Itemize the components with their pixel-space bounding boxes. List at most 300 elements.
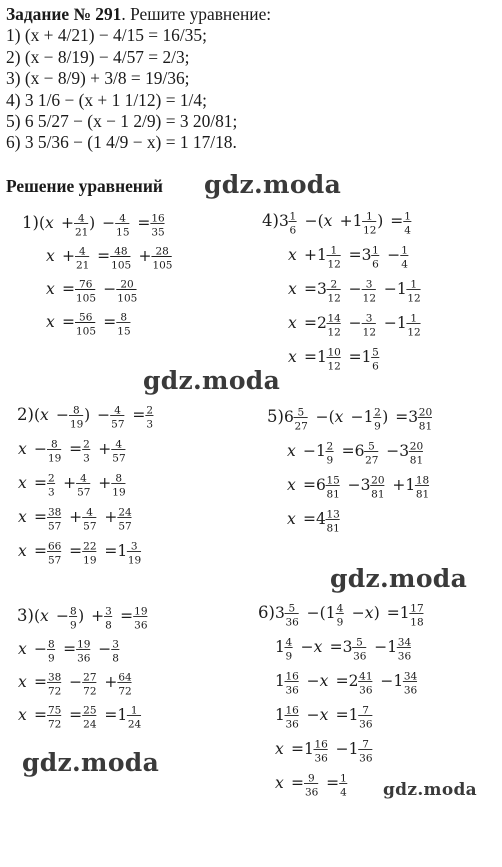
fraction-denominator: 12: [363, 224, 377, 237]
variable-x: x: [287, 476, 296, 494]
whole-number: 3: [342, 638, 353, 656]
variable-x: x: [40, 406, 49, 424]
whole-number: 3: [279, 212, 289, 230]
fraction-numerator: 5: [297, 406, 305, 419]
operator: −: [335, 740, 349, 758]
operator: −: [300, 638, 314, 656]
fraction-numerator: 2: [48, 472, 55, 485]
operator: +: [98, 440, 112, 458]
operator: −: [383, 314, 397, 332]
fraction-denominator: 3: [48, 486, 55, 499]
operator: −: [103, 280, 117, 298]
task-item-5: 5) 6 5/27 − (x − 1 2/9) = 3 20/81;: [6, 111, 238, 132]
fraction-denominator: 3: [83, 452, 90, 465]
whole-number: 1: [275, 706, 285, 724]
operator: −: [380, 672, 394, 690]
fraction-numerator: 5: [288, 602, 296, 615]
fraction-denominator: 6: [372, 258, 379, 271]
fraction-denominator: 19: [112, 486, 126, 499]
operator: =: [120, 607, 134, 625]
fraction-numerator: 8: [51, 438, 58, 451]
operator: +: [63, 474, 77, 492]
operator: =: [97, 247, 111, 265]
operator: −: [34, 640, 47, 658]
fraction-numerator: 4: [285, 636, 293, 649]
fraction-numerator: 28: [155, 245, 169, 258]
variable-x: x: [46, 247, 55, 265]
fraction-numerator: 9: [308, 772, 315, 785]
fraction-numerator: 17: [410, 602, 424, 615]
paren: ): [84, 406, 91, 424]
variable-x: x: [334, 408, 344, 426]
operator: =: [34, 508, 47, 526]
fraction-denominator: 9: [374, 420, 381, 433]
whole-number: 1: [399, 604, 410, 622]
operator: −: [56, 607, 69, 625]
fraction-denominator: 72: [48, 685, 62, 698]
fraction-numerator: 20: [409, 440, 424, 453]
fraction-denominator: 81: [409, 454, 424, 467]
operator: =: [291, 774, 304, 792]
fraction-denominator: 12: [327, 360, 341, 373]
symbol: (: [39, 214, 46, 232]
fraction-numerator: 4: [115, 438, 123, 451]
fraction-numerator: 4: [119, 212, 126, 225]
fraction-numerator: 38: [48, 506, 62, 519]
fraction-numerator: 4: [86, 506, 93, 519]
whole-number: 6: [316, 476, 326, 494]
variable-x: x: [40, 607, 49, 625]
fraction-numerator: 8: [115, 472, 123, 485]
fraction-denominator: 12: [407, 326, 421, 339]
whole-number: 3: [360, 476, 371, 494]
fraction-numerator: 48: [114, 245, 128, 258]
variable-x: x: [364, 604, 374, 622]
fraction-denominator: 8: [112, 652, 119, 665]
operator: =: [304, 314, 317, 332]
fraction-denominator: 15: [117, 325, 131, 338]
operator: =: [137, 214, 151, 232]
fraction-numerator: 19: [77, 638, 91, 651]
fraction-denominator: 57: [83, 520, 97, 533]
variable-x: x: [46, 313, 55, 331]
whole-number: 3: [399, 442, 410, 460]
watermark: gdz.moda: [330, 564, 468, 593]
fraction-numerator: 19: [134, 605, 148, 618]
fraction-numerator: 22: [83, 540, 97, 553]
operator: −: [350, 408, 364, 426]
fraction-numerator: 16: [314, 738, 328, 751]
fraction-denominator: 105: [111, 259, 132, 272]
fraction-denominator: 36: [397, 650, 412, 663]
fraction-numerator: 34: [397, 636, 412, 649]
solution-label: 2): [17, 405, 34, 424]
whole-number: 1: [387, 638, 398, 656]
whole-number: 4: [316, 510, 326, 528]
solution-label: 1): [22, 213, 39, 232]
fraction-numerator: 8: [120, 311, 128, 324]
whole-number: 1: [304, 740, 314, 758]
operator: =: [303, 476, 316, 494]
operator: −: [306, 672, 320, 690]
fraction-denominator: 19: [127, 554, 142, 567]
task-instruction: . Решите уравнение:: [121, 4, 272, 24]
fraction-numerator: 24: [118, 506, 132, 519]
fraction-numerator: 7: [362, 704, 369, 717]
operator: −: [98, 640, 112, 658]
fraction-denominator: 57: [112, 452, 126, 465]
operator: =: [303, 510, 316, 528]
operator: −: [102, 214, 116, 232]
fraction-numerator: 13: [326, 508, 340, 521]
fraction-denominator: 21: [75, 226, 89, 239]
whole-number: 1: [317, 348, 327, 366]
operator: +: [69, 508, 83, 526]
operator: −: [34, 440, 47, 458]
fraction-denominator: 72: [48, 718, 62, 731]
operator: =: [390, 212, 404, 230]
fraction-numerator: 5: [356, 636, 363, 649]
whole-number: 1: [275, 638, 285, 656]
whole-number: 1: [352, 212, 363, 230]
operator: =: [69, 440, 83, 458]
fraction-denominator: 27: [365, 454, 379, 467]
fraction-denominator: 18: [410, 616, 424, 629]
operator: =: [63, 640, 77, 658]
symbol: (1: [319, 604, 336, 622]
operator: −: [306, 604, 320, 622]
fraction-numerator: 1: [410, 278, 418, 291]
fraction-denominator: 12: [362, 292, 377, 305]
solution-label: 5): [267, 407, 284, 426]
operator: −: [383, 280, 397, 298]
variable-x: x: [319, 672, 329, 690]
operator: =: [329, 638, 343, 656]
symbol: (: [34, 406, 41, 424]
operator: =: [348, 348, 362, 366]
fraction-numerator: 20: [371, 474, 385, 487]
solution-title: Решение уравнений: [6, 176, 163, 196]
fraction-numerator: 76: [79, 278, 93, 291]
fraction-denominator: 19: [48, 452, 62, 465]
fraction-denominator: 12: [362, 326, 377, 339]
variable-x: x: [288, 246, 297, 264]
operator: +: [98, 474, 112, 492]
variable-x: x: [18, 508, 27, 526]
fraction-numerator: 56: [79, 311, 93, 324]
fraction-denominator: 36: [285, 718, 299, 731]
fraction-denominator: 36: [305, 786, 319, 799]
whole-number: 1: [405, 476, 416, 494]
operator: −: [348, 314, 362, 332]
fraction-denominator: 3: [146, 418, 154, 431]
operator: =: [104, 542, 118, 560]
operator: =: [69, 542, 83, 560]
paren: ): [78, 607, 85, 625]
fraction-denominator: 81: [415, 488, 430, 501]
operator: −: [347, 476, 361, 494]
fraction-denominator: 36: [353, 650, 367, 663]
fraction-numerator: 2: [146, 404, 154, 417]
operator: =: [103, 313, 117, 331]
operator: =: [62, 313, 75, 331]
watermark: gdz.moda: [143, 366, 281, 395]
fraction-numerator: 4: [80, 472, 87, 485]
whole-number: 3: [275, 604, 285, 622]
operator: =: [132, 406, 146, 424]
fraction-denominator: 8: [105, 619, 112, 632]
operator: =: [335, 672, 349, 690]
fraction-denominator: 105: [76, 292, 97, 305]
fraction-denominator: 36: [359, 752, 373, 765]
operator: =: [304, 348, 317, 366]
whole-number: 1: [361, 348, 372, 366]
fraction-denominator: 12: [407, 292, 421, 305]
fraction-numerator: 4: [336, 602, 344, 615]
whole-number: 1: [396, 314, 407, 332]
task-title: Задание № 291: [6, 4, 122, 24]
variable-x: x: [18, 673, 27, 691]
fraction-numerator: 8: [73, 404, 80, 417]
fraction-numerator: 1: [410, 312, 418, 325]
fraction-numerator: 16: [285, 670, 299, 683]
fraction-denominator: 57: [118, 520, 132, 533]
fraction-numerator: 1: [289, 210, 297, 223]
fraction-denominator: 4: [401, 258, 408, 271]
operator: −: [69, 673, 83, 691]
watermark: gdz.moda: [383, 780, 477, 800]
variable-x: x: [323, 212, 333, 230]
operator: +: [104, 673, 118, 691]
task-item-3: 3) (x − 8/9) + 3/8 = 19/36;: [6, 68, 190, 89]
fraction-denominator: 57: [111, 418, 125, 431]
operator: =: [69, 706, 83, 724]
whole-number: 1: [317, 246, 327, 264]
fraction-numerator: 1: [130, 704, 138, 717]
fraction-denominator: 27: [294, 420, 308, 433]
fraction-denominator: 72: [118, 685, 132, 698]
fraction-denominator: 9: [285, 650, 293, 663]
fraction-denominator: 24: [127, 718, 142, 731]
fraction-numerator: 27: [83, 671, 97, 684]
operator: =: [34, 542, 47, 560]
symbol: ): [373, 604, 380, 622]
fraction-denominator: 19: [83, 554, 97, 567]
fraction-denominator: 36: [285, 616, 299, 629]
fraction-numerator: 34: [403, 670, 418, 683]
fraction-denominator: 36: [134, 619, 148, 632]
operator: −: [304, 212, 318, 230]
whole-number: 3: [408, 408, 419, 426]
watermark: gdz.moda: [204, 170, 342, 199]
task-item-2: 2) (x − 8/19) − 4/57 = 2/3;: [6, 46, 190, 67]
fraction-numerator: 2: [330, 278, 338, 291]
fraction-denominator: 6: [372, 360, 379, 373]
variable-x: x: [288, 348, 297, 366]
variable-x: x: [287, 510, 296, 528]
fraction-denominator: 15: [116, 226, 130, 239]
fraction-denominator: 6: [289, 224, 297, 237]
whole-number: 1: [393, 672, 404, 690]
fraction-numerator: 2: [326, 440, 334, 453]
operator: =: [335, 706, 349, 724]
fraction-denominator: 57: [77, 486, 91, 499]
operator: =: [34, 673, 47, 691]
solution-label: 6): [258, 603, 275, 622]
fraction-denominator: 4: [340, 786, 347, 799]
operator: =: [34, 474, 47, 492]
operator: =: [326, 774, 340, 792]
operator: +: [138, 247, 152, 265]
fraction-numerator: 4: [78, 212, 85, 225]
fraction-denominator: 35: [151, 226, 165, 239]
fraction-numerator: 1: [366, 210, 373, 223]
paren: ): [382, 408, 389, 426]
operator: −: [56, 406, 69, 424]
fraction-numerator: 3: [112, 638, 119, 651]
fraction-denominator: 57: [48, 520, 62, 533]
symbol: (: [34, 607, 41, 625]
operator: −: [315, 408, 329, 426]
fraction-denominator: 105: [117, 292, 138, 305]
fraction-denominator: 9: [70, 619, 77, 632]
whole-number: 6: [354, 442, 365, 460]
whole-number: 1: [396, 280, 407, 298]
whole-number: 2: [317, 314, 327, 332]
fraction-denominator: 12: [327, 258, 341, 271]
fraction-numerator: 4: [114, 404, 121, 417]
operator: −: [351, 604, 365, 622]
variable-x: x: [275, 774, 284, 792]
fraction-denominator: 36: [77, 652, 91, 665]
fraction-denominator: 36: [314, 752, 328, 765]
whole-number: 1: [348, 740, 359, 758]
fraction-denominator: 36: [403, 684, 418, 697]
whole-number: 3: [361, 246, 372, 264]
operator: −: [97, 406, 111, 424]
symbol: (: [317, 212, 324, 230]
fraction-denominator: 105: [76, 325, 97, 338]
fraction-numerator: 14: [327, 312, 341, 325]
operator: +: [304, 246, 317, 264]
fraction-denominator: 81: [371, 488, 385, 501]
fraction-numerator: 64: [118, 671, 132, 684]
fraction-denominator: 9: [336, 616, 344, 629]
operator: +: [61, 214, 74, 232]
fraction-numerator: 2: [374, 406, 381, 419]
paren: ): [89, 214, 96, 232]
fraction-numerator: 3: [130, 540, 138, 553]
fraction-numerator: 3: [105, 605, 112, 618]
variable-x: x: [18, 542, 27, 560]
fraction-numerator: 16: [151, 212, 165, 225]
whole-number: 1: [316, 442, 326, 460]
fraction-numerator: 66: [48, 540, 62, 553]
fraction-numerator: 20: [418, 406, 433, 419]
whole-number: 6: [284, 408, 294, 426]
fraction-numerator: 16: [285, 704, 299, 717]
fraction-denominator: 36: [359, 718, 373, 731]
operator: −: [303, 442, 316, 460]
fraction-numerator: 1: [404, 210, 411, 223]
task-item-4: 4) 3 1/6 − (x + 1 1/12) = 1/4;: [6, 89, 207, 110]
task-item-1: 1) (x + 4/21) − 4/15 = 16/35;: [6, 25, 207, 46]
operator: =: [291, 740, 304, 758]
whole-number: 1: [275, 672, 285, 690]
fraction-denominator: 81: [418, 420, 433, 433]
fraction-denominator: 81: [326, 522, 340, 535]
operator: =: [395, 408, 409, 426]
variable-x: x: [275, 740, 284, 758]
operator: +: [104, 508, 118, 526]
variable-x: x: [18, 474, 27, 492]
variable-x: x: [18, 440, 27, 458]
variable-x: x: [313, 638, 323, 656]
variable-x: x: [45, 214, 54, 232]
fraction-denominator: 24: [83, 718, 97, 731]
watermark: gdz.moda: [22, 748, 160, 777]
fraction-denominator: 12: [327, 326, 341, 339]
symbol: (: [328, 408, 335, 426]
operator: =: [348, 246, 362, 264]
variable-x: x: [319, 706, 329, 724]
whole-number: 1: [363, 408, 374, 426]
operator: −: [348, 280, 362, 298]
fraction-denominator: 9: [326, 454, 334, 467]
fraction-numerator: 8: [48, 638, 55, 651]
whole-number: 1: [117, 706, 128, 724]
fraction-numerator: 3: [365, 312, 373, 325]
fraction-denominator: 4: [404, 224, 411, 237]
fraction-denominator: 57: [48, 554, 62, 567]
solution-label: 3): [17, 606, 34, 625]
variable-x: x: [287, 442, 296, 460]
fraction-numerator: 75: [48, 704, 62, 717]
task-item-6: 6) 3 5/36 − (1 4/9 − x) = 1 17/18.: [6, 132, 237, 153]
variable-x: x: [46, 280, 55, 298]
operator: +: [91, 607, 105, 625]
fraction-numerator: 1: [372, 244, 379, 257]
fraction-numerator: 41: [359, 670, 373, 683]
fraction-numerator: 1: [340, 772, 347, 785]
whole-number: 1: [348, 706, 359, 724]
operator: +: [62, 247, 75, 265]
variable-x: x: [288, 280, 297, 298]
fraction-numerator: 1: [330, 244, 338, 257]
operator: +: [392, 476, 406, 494]
operator: =: [62, 280, 75, 298]
variable-x: x: [18, 706, 27, 724]
variable-x: x: [288, 314, 297, 332]
fraction-numerator: 7: [362, 738, 369, 751]
operator: −: [386, 442, 400, 460]
fraction-denominator: 36: [359, 684, 373, 697]
fraction-numerator: 5: [368, 440, 375, 453]
fraction-numerator: 8: [70, 605, 77, 618]
fraction-denominator: 81: [326, 488, 340, 501]
fraction-numerator: 3: [365, 278, 373, 291]
fraction-numerator: 25: [83, 704, 97, 717]
fraction-numerator: 20: [120, 278, 134, 291]
operator: −: [374, 638, 388, 656]
fraction-numerator: 38: [48, 671, 62, 684]
fraction-denominator: 72: [83, 685, 97, 698]
fraction-numerator: 2: [83, 438, 90, 451]
solution-label: 4): [262, 211, 279, 230]
fraction-denominator: 105: [152, 259, 173, 272]
fraction-denominator: 21: [76, 259, 90, 272]
operator: =: [34, 706, 47, 724]
